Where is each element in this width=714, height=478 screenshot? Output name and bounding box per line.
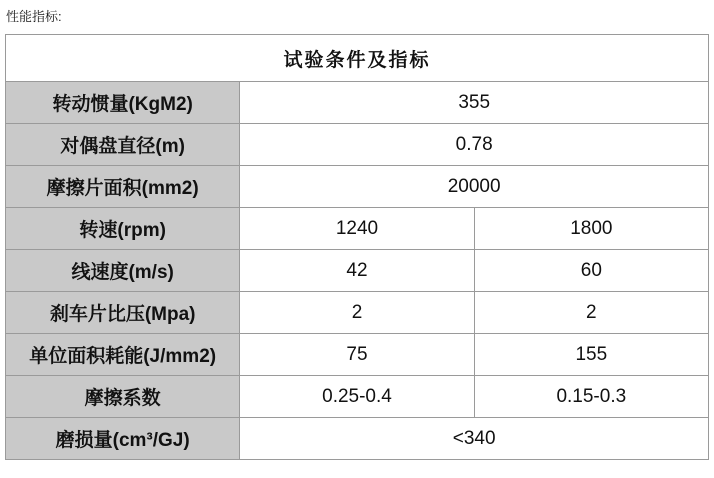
row-value-2: 2: [474, 292, 708, 334]
row-value-2: 155: [474, 334, 708, 376]
spec-table: [5, 34, 709, 460]
table-row: [6, 166, 709, 208]
table-row: [6, 292, 709, 334]
row-label: 转动惯量(KgM2): [6, 82, 240, 124]
row-value-2: 0.15-0.3: [474, 376, 708, 418]
row-value-1: 75: [240, 334, 474, 376]
row-label: 转速(rpm): [6, 208, 240, 250]
table-title-row: [6, 35, 709, 82]
table-row: [6, 124, 709, 166]
table-row: [6, 250, 709, 292]
row-value: <340: [240, 418, 709, 460]
row-label: 对偶盘直径(m): [6, 124, 240, 166]
row-value: 355: [240, 82, 709, 124]
table-row: [6, 82, 709, 124]
row-label: 摩擦系数: [6, 376, 240, 418]
row-label: 磨损量(cm³/GJ): [6, 418, 240, 460]
row-value-2: 60: [474, 250, 708, 292]
row-value-1: 2: [240, 292, 474, 334]
row-value: 0.78: [240, 124, 709, 166]
table-row: [6, 334, 709, 376]
spec-table-body: [6, 35, 709, 460]
row-value-1: 1240: [240, 208, 474, 250]
row-label: 刹车片比压(Mpa): [6, 292, 240, 334]
row-value-2: 1800: [474, 208, 708, 250]
table-row: [6, 208, 709, 250]
row-label: 单位面积耗能(J/mm2): [6, 334, 240, 376]
row-value: 20000: [240, 166, 709, 208]
table-row: [6, 418, 709, 460]
table-title: 试验条件及指标: [6, 35, 709, 82]
row-value-1: 42: [240, 250, 474, 292]
page-caption: 性能指标:: [6, 9, 62, 24]
row-label: 线速度(m/s): [6, 250, 240, 292]
row-value-1: 0.25-0.4: [240, 376, 474, 418]
table-row: [6, 376, 709, 418]
row-label: 摩擦片面积(mm2): [6, 166, 240, 208]
